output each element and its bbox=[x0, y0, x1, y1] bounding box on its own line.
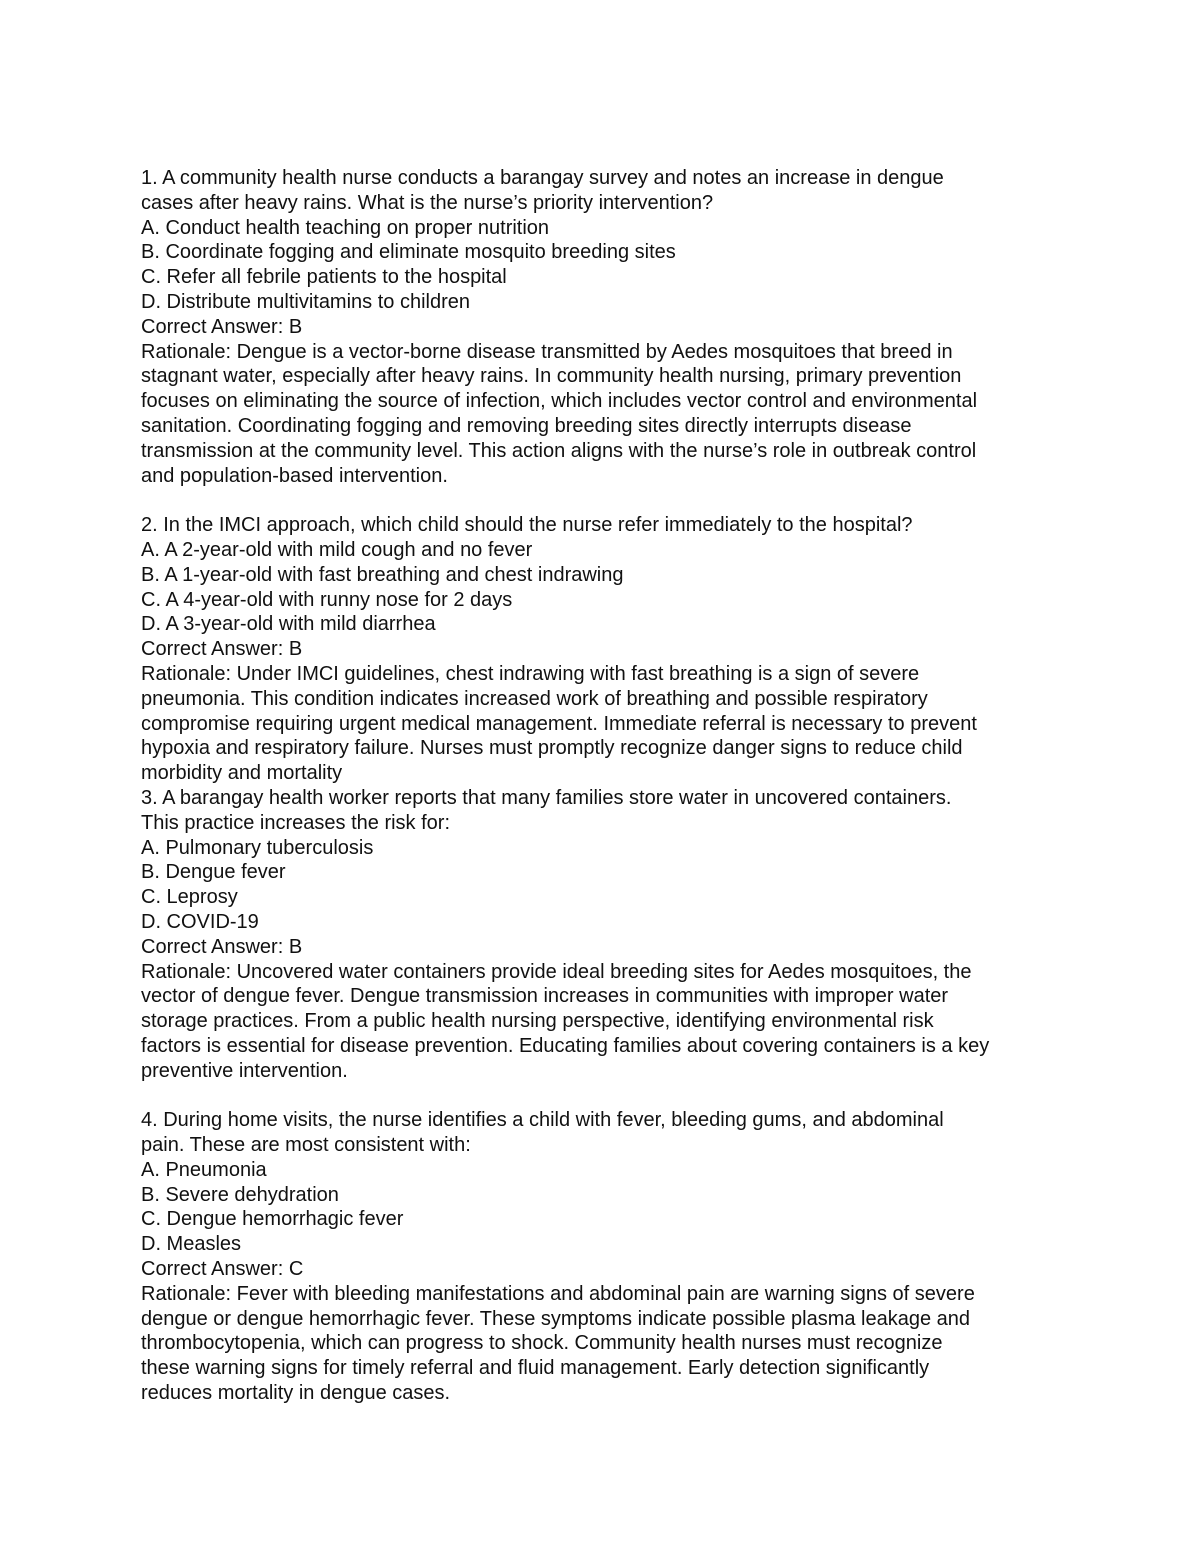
document-page bbox=[141, 166, 1071, 1406]
answer-option-d: D. A 3-year-old with mild diarrhea bbox=[141, 613, 436, 636]
question-stem-line: 3. A barangay health worker reports that many families store water in uncovered containers. bbox=[141, 786, 952, 809]
rationale-line: reduces mortality in dengue cases. bbox=[141, 1382, 451, 1405]
question-stem-line: 4. During home visits, the nurse identifies a child with fever, bleeding gums, and abdominal bbox=[141, 1109, 944, 1132]
rationale-line: vector of dengue fever. Dengue transmission increases in communities with improper water bbox=[141, 985, 949, 1008]
question-4 bbox=[141, 1108, 1071, 1406]
rationale-line: morbidity and mortality bbox=[141, 762, 343, 785]
answer-option-a: A. Pneumonia bbox=[141, 1158, 267, 1181]
answer-option-a: A. Conduct health teaching on proper nutrition bbox=[141, 216, 550, 239]
answer-option-d: D. Distribute multivitamins to children bbox=[141, 290, 470, 313]
correct-answer: Correct Answer: B bbox=[141, 638, 303, 661]
answer-option-a: A. A 2-year-old with mild cough and no fever bbox=[141, 538, 533, 561]
rationale-line: Rationale: Under IMCI guidelines, chest indrawing with fast breathing is a sign of severe bbox=[141, 662, 920, 685]
question-1 bbox=[141, 166, 1071, 488]
rationale-line: Rationale: Dengue is a vector-borne disease transmitted by Aedes mosquitoes that breed in bbox=[141, 340, 953, 363]
question-3 bbox=[141, 786, 1071, 1084]
answer-option-a: A. Pulmonary tuberculosis bbox=[141, 836, 374, 859]
question-stem-line: 1. A community health nurse conducts a barangay survey and notes an increase in dengue bbox=[141, 167, 944, 189]
rationale-line: and population-based intervention. bbox=[141, 464, 448, 487]
question-2 bbox=[141, 513, 1071, 786]
rationale-line: sanitation. Coordinating fogging and removing breeding sites directly interrupts disease bbox=[141, 414, 912, 437]
rationale-line: factors is essential for disease prevention. Educating families about covering containers is a key bbox=[141, 1034, 990, 1057]
rationale-line: dengue or dengue hemorrhagic fever. These symptoms indicate possible plasma leakage and bbox=[141, 1307, 971, 1330]
answer-option-b: B. A 1-year-old with fast breathing and chest indrawing bbox=[141, 563, 624, 586]
rationale-line: storage practices. From a public health nursing perspective, identifying environmental risk bbox=[141, 1010, 934, 1033]
rationale-line: stagnant water, especially after heavy rains. In community health nursing, primary prevention bbox=[141, 365, 962, 388]
question-stem-line: 2. In the IMCI approach, which child should the nurse refer immediately to the hospital? bbox=[141, 514, 913, 537]
answer-option-c: C. Refer all febrile patients to the hospital bbox=[141, 266, 507, 289]
rationale-line: pneumonia. This condition indicates increased work of breathing and possible respiratory bbox=[141, 687, 928, 710]
answer-option-b: B. Dengue fever bbox=[141, 861, 286, 884]
question-stem-line: pain. These are most consistent with: bbox=[141, 1134, 471, 1157]
rationale-line: preventive intervention. bbox=[141, 1059, 348, 1082]
answer-option-b: B. Coordinate fogging and eliminate mosquito breeding sites bbox=[141, 241, 676, 264]
correct-answer: Correct Answer: C bbox=[141, 1258, 304, 1281]
answer-option-c: C. A 4-year-old with runny nose for 2 days bbox=[141, 588, 513, 611]
correct-answer: Correct Answer: B bbox=[141, 935, 303, 958]
correct-answer: Correct Answer: B bbox=[141, 315, 303, 338]
answer-option-b: B. Severe dehydration bbox=[141, 1183, 339, 1206]
answer-option-c: C. Leprosy bbox=[141, 886, 238, 909]
answer-option-c: C. Dengue hemorrhagic fever bbox=[141, 1208, 404, 1231]
answer-option-d: D. COVID-19 bbox=[141, 910, 259, 933]
rationale-line: Rationale: Fever with bleeding manifestations and abdominal pain are warning signs of severe bbox=[141, 1282, 975, 1305]
answer-option-d: D. Measles bbox=[141, 1233, 242, 1256]
rationale-line: thrombocytopenia, which can progress to shock. Community health nurses must recognize bbox=[141, 1332, 943, 1355]
rationale-line: hypoxia and respiratory failure. Nurses must promptly recognize danger signs to reduce child bbox=[141, 737, 963, 760]
question-stem-line: cases after heavy rains. What is the nurse’s priority intervention? bbox=[141, 191, 714, 214]
rationale-line: compromise requiring urgent medical management. Immediate referral is necessary to prevent bbox=[141, 712, 977, 735]
question-stem-line: This practice increases the risk for: bbox=[141, 811, 450, 834]
rationale-line: focuses on eliminating the source of infection, which includes vector control and environmental bbox=[141, 390, 978, 413]
rationale-line: transmission at the community level. This action aligns with the nurse’s role in outbreak control bbox=[141, 439, 977, 462]
rationale-line: these warning signs for timely referral and fluid management. Early detection significantly bbox=[141, 1357, 930, 1380]
rationale-line: Rationale: Uncovered water containers provide ideal breeding sites for Aedes mosquitoes, the bbox=[141, 960, 972, 983]
